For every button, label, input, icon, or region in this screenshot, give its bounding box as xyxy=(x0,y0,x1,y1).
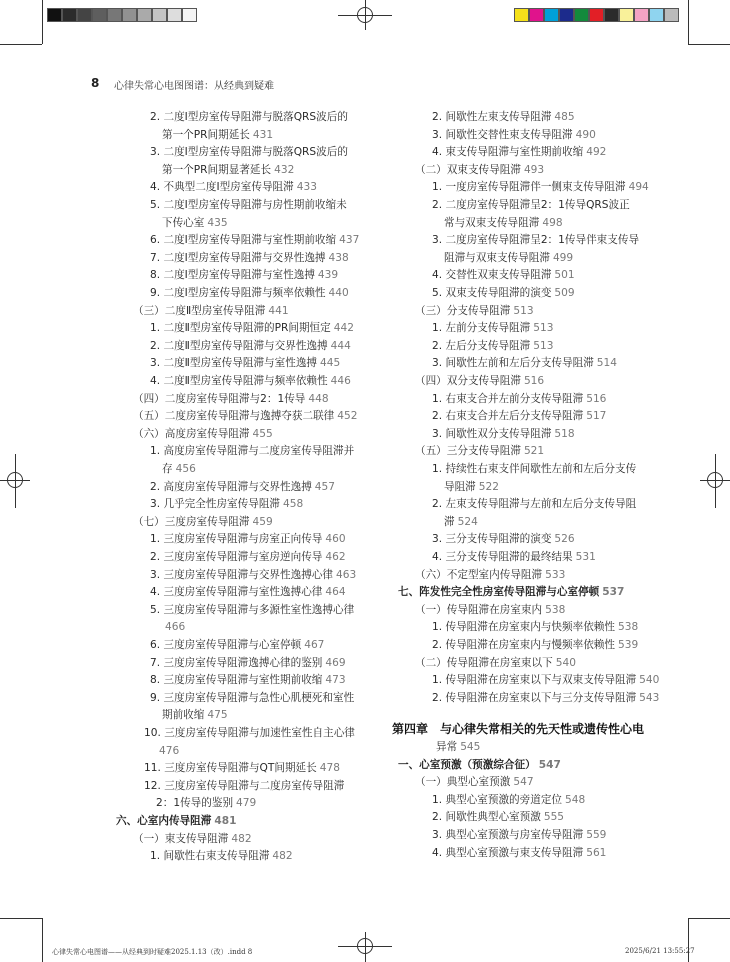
toc-entry xyxy=(150,480,335,494)
toc-entry-page: 522 xyxy=(478,480,500,493)
color-swatch xyxy=(559,8,574,22)
running-title: 心律失常心电图图谱：从经典到疑难 xyxy=(114,81,274,92)
toc-entry-title: 3. 三分支传导阻滞的演变 xyxy=(432,533,552,546)
toc-entry xyxy=(432,673,659,687)
toc-entry-title: 2. 二度Ⅰ型房室传导阻滞与脱落QRS波后的 xyxy=(150,111,348,123)
toc-entry-page: 540 xyxy=(639,674,660,687)
toc-entry-title: 导阻滞 xyxy=(444,480,476,493)
toc-entry xyxy=(150,638,324,652)
toc-entry-page: 432 xyxy=(274,163,295,176)
toc-entry-page: 457 xyxy=(314,480,336,493)
toc-entry xyxy=(150,673,346,687)
color-swatch xyxy=(107,8,122,22)
toc-entry-title: 1. 左前分支传导阻滞 xyxy=(432,322,531,335)
toc-entry-page: 482 xyxy=(231,832,252,845)
toc-entry xyxy=(444,251,573,265)
toc-entry xyxy=(432,110,575,124)
toc-entry-title: 5. 二度Ⅰ型房室传导阻滞与房性期前收缩未 xyxy=(150,199,347,211)
toc-entry-page: 448 xyxy=(308,392,329,405)
toc-entry xyxy=(432,793,585,807)
toc-entry-title: 2. 右束支合并左后分支传导阻滞 xyxy=(432,410,584,423)
toc-entry-page: 547 xyxy=(513,776,534,789)
toc-entry-page: 439 xyxy=(317,269,339,282)
toc-entry-page: 444 xyxy=(330,339,351,352)
toc-entry-title: （六）不定型室内传导阻滞 xyxy=(415,568,543,581)
toc-entry-page: 509 xyxy=(554,287,575,299)
toc-entry xyxy=(415,603,565,617)
toc-entry-page: 539 xyxy=(617,639,639,651)
toc-entry-page: 514 xyxy=(596,357,618,370)
toc-entry xyxy=(415,374,544,388)
color-swatch xyxy=(152,8,167,22)
toc-entry xyxy=(432,233,639,247)
toc-entry-title: 六、心室内传导阻滞 xyxy=(116,815,212,827)
toc-entry xyxy=(150,849,293,863)
toc-entry-page: 501 xyxy=(554,269,575,282)
toc-entry-title: 异常 xyxy=(436,740,458,753)
toc-entry-page: 524 xyxy=(457,515,478,528)
toc-entry xyxy=(398,585,624,599)
color-swatch xyxy=(574,8,589,22)
toc-entry-page: 476 xyxy=(159,744,180,757)
toc-entry-title: 3. 二度Ⅰ型房室传导阻滞与脱落QRS波后的 xyxy=(150,146,348,159)
toc-entry-title: 8. 三度房室传导阻滞与室性期前收缩 xyxy=(150,674,323,687)
toc-entry-page: 445 xyxy=(320,357,341,370)
toc-entry xyxy=(432,427,575,441)
toc-entry-title: 1. 典型心室预激的旁道定位 xyxy=(432,793,563,806)
toc-entry-title: 3. 二度Ⅱ型房室传导阻滞与室性逸搏 xyxy=(150,357,318,370)
toc-entry xyxy=(432,392,606,406)
toc-entry-title: 2. 二度Ⅱ型房室传导阻滞与交界性逸搏 xyxy=(150,339,328,352)
toc-entry-title: 2. 高度房室传导阻滞与交界性逸搏 xyxy=(150,480,312,493)
toc-entry-page: 485 xyxy=(554,111,575,123)
toc-entry xyxy=(150,656,346,670)
color-swatch xyxy=(182,8,197,22)
toc-entry xyxy=(150,550,346,564)
toc-entry-page: 513 xyxy=(513,304,534,317)
toc-entry-page: 452 xyxy=(337,410,358,423)
toc-entry-page: 499 xyxy=(552,251,574,264)
toc-entry-title: 11. 三度房室传导阻滞与QT间期延长 xyxy=(144,762,317,775)
toc-entry-title: 2. 间歇性典型心室预激 xyxy=(432,811,541,824)
toc-entry-title: 期前收缩 xyxy=(162,709,205,722)
toc-entry-title: （一）束支传导阻滞 xyxy=(133,832,229,845)
toc-entry-page: 463 xyxy=(335,568,357,581)
color-swatch xyxy=(92,8,107,22)
color-swatch xyxy=(634,8,649,22)
toc-entry xyxy=(162,708,228,722)
toc-entry xyxy=(133,409,358,423)
toc-entry-title: （一）传导阻滞在房室束内 xyxy=(415,603,543,616)
toc-entry xyxy=(144,761,340,775)
toc-entry-page: 531 xyxy=(575,551,596,563)
toc-entry-page: 482 xyxy=(272,850,293,863)
toc-entry xyxy=(150,339,351,353)
toc-entry xyxy=(432,638,638,652)
toc-entry-page: 516 xyxy=(586,392,607,405)
toc-entry-title: （四）双分支传导阻滞 xyxy=(415,375,521,387)
toc-entry xyxy=(415,304,534,318)
toc-entry-title: 7. 三度房室传导阻滞逸搏心律的鉴别 xyxy=(150,656,323,669)
toc-entry-title: 下传心室 xyxy=(162,216,205,229)
color-swatch xyxy=(544,8,559,22)
toc-entry-page: 517 xyxy=(586,410,607,423)
toc-entry xyxy=(432,691,659,705)
toc-entry xyxy=(415,568,565,582)
toc-entry-title: 3. 典型心室预激与房室传导阻滞 xyxy=(432,828,584,841)
toc-entry xyxy=(432,198,630,212)
toc-entry xyxy=(432,846,606,860)
toc-entry xyxy=(444,515,478,529)
toc-entry-title: 2：1传导的鉴别 xyxy=(156,797,234,810)
toc-entry xyxy=(133,392,329,406)
toc-entry xyxy=(432,550,596,564)
toc-entry-page: 548 xyxy=(565,793,586,806)
color-swatch xyxy=(47,8,62,22)
toc-entry-title: 存 xyxy=(162,463,173,475)
toc-entry-page: 456 xyxy=(175,463,196,475)
toc-entry-page: 435 xyxy=(207,216,228,229)
toc-entry-title: 7. 二度Ⅰ型房室传导阻滞与交界性逸搏 xyxy=(150,251,326,264)
color-swatch xyxy=(619,8,634,22)
toc-entry-title: 第一个PR间期显著延长 xyxy=(162,163,272,176)
toc-entry xyxy=(150,603,354,617)
toc-entry-page: 545 xyxy=(460,740,481,753)
toc-entry-page: 478 xyxy=(319,762,340,775)
toc-entry xyxy=(150,268,338,282)
toc-entry xyxy=(150,356,340,370)
color-swatch xyxy=(604,8,619,22)
toc-entry-page: 537 xyxy=(602,586,625,599)
toc-entry xyxy=(162,163,294,177)
toc-entry-title: 1. 持续性右束支伴间歇性左前和左后分支传 xyxy=(432,463,637,475)
toc-entry-page: 442 xyxy=(333,322,354,335)
toc-entry xyxy=(432,409,606,423)
toc-entry xyxy=(432,810,564,824)
toc-entry xyxy=(432,128,596,142)
color-swatch xyxy=(649,8,664,22)
toc-entry-page: 492 xyxy=(586,146,607,159)
toc-entry xyxy=(144,779,344,793)
toc-entry xyxy=(432,532,575,546)
toc-entry xyxy=(150,145,348,159)
toc-entry xyxy=(432,286,575,300)
toc-entry xyxy=(150,233,359,247)
toc-entry xyxy=(144,726,355,740)
toc-entry xyxy=(162,128,273,142)
toc-entry-page: 462 xyxy=(325,551,346,563)
toc-entry xyxy=(444,216,563,230)
color-calibration-bar xyxy=(514,8,679,22)
toc-entry-title: 2. 左后分支传导阻滞 xyxy=(432,339,531,352)
color-swatch xyxy=(514,8,529,22)
toc-entry-title: 9. 三度房室传导阻滞与急性心肌梗死和室性 xyxy=(150,691,355,704)
toc-entry-page: 464 xyxy=(325,586,346,599)
toc-entry-title: （二）双束支传导阻滞 xyxy=(415,163,521,176)
toc-entry xyxy=(432,339,553,353)
toc-entry-title: 阻滞与双束支传导阻滞 xyxy=(444,251,550,264)
footer-file-info: 心律失常心电图谱——从经典到时疑难2025.1.13（改）.indd 8 xyxy=(52,948,253,956)
color-swatch xyxy=(589,8,604,22)
toc-entry-page: 540 xyxy=(555,656,576,669)
toc-entry-title: 12. 三度房室传导阻滞与二度房室传导阻滞 xyxy=(144,779,345,792)
color-swatch xyxy=(529,8,544,22)
toc-entry-title: 5. 双束支传导阻滞的演变 xyxy=(432,287,552,299)
toc-entry-page: 494 xyxy=(628,181,649,194)
toc-entry-title: 1. 间歇性右束支传导阻滞 xyxy=(150,850,270,863)
toc-entry xyxy=(150,497,303,511)
toc-entry xyxy=(432,462,636,476)
toc-entry-title: 1. 一度房室传导阻滞伴一侧束支传导阻滞 xyxy=(432,181,626,194)
toc-entry-title: 9. 二度Ⅰ型房室传导阻滞与频率依赖性 xyxy=(150,287,326,299)
toc-entry-page: 440 xyxy=(328,287,349,299)
toc-entry-title: 第一个PR间期延长 xyxy=(162,128,250,141)
toc-entry xyxy=(432,268,575,282)
toc-entry-page: 490 xyxy=(575,128,596,141)
toc-entry-title: （七）三度房室传导阻滞 xyxy=(133,515,250,528)
toc-entry-page: 498 xyxy=(542,216,563,229)
toc-entry-page: 437 xyxy=(339,234,360,247)
toc-entry xyxy=(432,356,617,370)
toc-entry-page: 466 xyxy=(165,621,186,634)
toc-entry xyxy=(432,321,553,335)
toc-entry-page: 431 xyxy=(252,128,274,141)
toc-entry-title: 3. 间歇性双分支传导阻滞 xyxy=(432,427,552,440)
footer-timestamp: 2025/6/21 13:55:27 xyxy=(625,947,695,955)
toc-entry-page: 538 xyxy=(545,603,566,616)
toc-entry-page: 473 xyxy=(325,674,346,687)
toc-entry-title: 1. 传导阻滞在房室束以下与双束支传导阻滞 xyxy=(432,674,637,687)
toc-entry-title: 1. 高度房室传导阻滞与二度房室传导阻滞并 xyxy=(150,445,355,458)
toc-entry xyxy=(432,180,649,194)
toc-entry xyxy=(415,163,544,177)
toc-entry-page: 460 xyxy=(325,533,346,546)
toc-entry xyxy=(150,691,354,705)
toc-entry-title: 2. 间歇性左束支传导阻滞 xyxy=(432,111,552,123)
toc-entry xyxy=(150,321,354,335)
toc-entry-title: 2. 传导阻滞在房室束内与慢频率依赖性 xyxy=(432,639,615,651)
toc-entry xyxy=(415,775,534,789)
toc-entry-page: 493 xyxy=(523,163,545,176)
toc-entry-page: 469 xyxy=(325,656,346,669)
toc-entry xyxy=(133,304,289,318)
toc-entry xyxy=(432,497,636,511)
toc-entry-page: 526 xyxy=(554,533,575,546)
toc-entry-title: 5. 三度房室传导阻滞与多源性室性逸搏心律 xyxy=(150,603,355,616)
toc-entry-title: 4. 三度房室传导阻滞与室性逸搏心律 xyxy=(150,586,323,599)
toc-entry xyxy=(150,374,351,388)
toc-entry xyxy=(432,145,606,159)
toc-entry-title: 1. 三度房室传导阻滞与房室正向传导 xyxy=(150,533,323,546)
grayscale-calibration-bar xyxy=(47,8,197,22)
toc-entry-page: 533 xyxy=(545,568,566,581)
toc-entry-page: 441 xyxy=(268,304,289,317)
toc-entry-page: 521 xyxy=(523,445,545,458)
color-swatch xyxy=(167,8,182,22)
toc-entry-title: 8. 二度Ⅰ型房室传导阻滞与室性逸搏 xyxy=(150,269,315,282)
toc-entry xyxy=(398,758,561,772)
toc-entry-title: （四）二度房室传导阻滞与2：1传导 xyxy=(133,392,306,405)
toc-entry-title: 1. 传导阻滞在房室束内与快频率依赖性 xyxy=(432,621,615,634)
toc-entry xyxy=(150,251,349,265)
toc-entry-title: 6. 二度Ⅰ型房室传导阻滞与室性期前收缩 xyxy=(150,234,337,247)
toc-entry-title: 2. 传导阻滞在房室束以下与三分支传导阻滞 xyxy=(432,691,637,704)
toc-entry-title: 3. 二度房室传导阻滞呈2：1传导伴束支传导 xyxy=(432,234,640,247)
toc-entry xyxy=(415,444,544,458)
toc-entry-title: （二）传导阻滞在房室束以下 xyxy=(415,656,553,669)
toc-entry xyxy=(150,198,347,212)
toc-entry-title: 2. 左束支传导阻滞与左前和左后分支传导阻 xyxy=(432,498,637,511)
toc-entry-title: 4. 束支传导阻滞与室性期前收缩 xyxy=(432,146,584,159)
toc-entry-title: 10. 三度房室传导阻滞与加速性室性自主心律 xyxy=(144,727,355,739)
color-swatch xyxy=(122,8,137,22)
toc-entry-title: 常与双束支传导阻滞 xyxy=(444,216,540,229)
toc-entry-page: 518 xyxy=(554,427,575,440)
toc-entry xyxy=(133,515,273,529)
toc-entry-page: 479 xyxy=(236,797,257,810)
toc-entry-title: 3. 三度房室传导阻滞与交界性逸搏心律 xyxy=(150,568,333,581)
toc-entry-page: 538 xyxy=(617,621,639,634)
toc-entry-title: 3. 几乎完全性房室传导阻滞 xyxy=(150,498,281,511)
toc-entry-page: 559 xyxy=(586,828,607,841)
toc-entry-title: 1. 右束支合并左前分支传导阻滞 xyxy=(432,392,584,405)
toc-entry-title: 七、阵发性完全性房室传导阻滞与心室停顿 xyxy=(398,586,600,599)
toc-entry-page: 547 xyxy=(538,758,561,771)
toc-entry-title: （五）三分支传导阻滞 xyxy=(415,445,521,458)
toc-entry-title: 4. 三分支传导阻滞的最终结果 xyxy=(432,551,573,563)
toc-entry-page: 516 xyxy=(523,375,545,387)
toc-entry-title: 一、心室预激（预激综合征） xyxy=(398,758,536,771)
toc-entry xyxy=(150,286,349,300)
toc-entry-page: 433 xyxy=(296,181,317,194)
toc-entry-page: 438 xyxy=(328,251,349,264)
toc-entry xyxy=(392,722,644,736)
toc-entry xyxy=(150,444,354,458)
page-number: 8 xyxy=(91,76,100,90)
toc-entry-page: 513 xyxy=(533,339,554,352)
toc-entry-title: 2. 二度房室传导阻滞呈2：1传导QRS波正 xyxy=(432,199,630,211)
toc-entry-title: 滞 xyxy=(444,515,455,528)
toc-entry-title: 4. 典型心室预激与束支传导阻滞 xyxy=(432,846,584,859)
toc-entry-title: 4. 二度Ⅱ型房室传导阻滞与频率依赖性 xyxy=(150,375,328,387)
toc-entry xyxy=(150,532,346,546)
toc-entry-title: （三）二度Ⅱ型房室传导阻滞 xyxy=(133,304,266,317)
toc-entry-title: 6. 三度房室传导阻滞与心室停顿 xyxy=(150,639,302,651)
toc-entry-title: 4. 不典型二度Ⅰ型房室传导阻滞 xyxy=(150,181,294,194)
toc-entry-page: 459 xyxy=(252,515,273,528)
toc-entry-page: 467 xyxy=(304,639,325,651)
toc-entry-title: （五）二度房室传导阻滞与逸搏夺获二联律 xyxy=(133,410,335,423)
toc-entry xyxy=(116,814,236,828)
toc-entry-title: （三）分支传导阻滞 xyxy=(415,304,511,317)
toc-entry xyxy=(415,656,576,670)
toc-entry xyxy=(150,110,348,124)
toc-entry xyxy=(150,568,356,582)
toc-entry xyxy=(444,480,499,494)
toc-entry-title: 2. 三度房室传导阻滞与室房逆向传导 xyxy=(150,551,323,563)
toc-entry-title: 1. 二度Ⅱ型房室传导阻滞的PR间期恒定 xyxy=(150,322,331,335)
toc-entry-page: 543 xyxy=(639,691,660,704)
toc-entry-page: 481 xyxy=(214,815,237,827)
toc-entry-title: 3. 间歇性交替性束支传导阻滞 xyxy=(432,128,573,141)
toc-entry-page: 455 xyxy=(252,427,273,440)
toc-entry-title: （六）高度房室传导阻滞 xyxy=(133,427,250,440)
toc-entry-page: 555 xyxy=(543,811,565,824)
toc-entry xyxy=(133,427,273,441)
color-swatch xyxy=(137,8,152,22)
toc-entry xyxy=(162,216,228,230)
toc-entry xyxy=(156,796,256,810)
toc-entry xyxy=(156,744,179,758)
color-swatch xyxy=(664,8,679,22)
toc-entry xyxy=(162,620,185,634)
toc-entry xyxy=(162,462,196,476)
toc-entry xyxy=(432,828,606,842)
toc-entry-title: 第四章 与心律失常相关的先天性或遗传性心电 xyxy=(392,722,645,737)
color-swatch xyxy=(77,8,92,22)
toc-entry-title: 4. 交替性双束支传导阻滞 xyxy=(432,269,552,282)
toc-entry xyxy=(133,832,252,846)
toc-entry-page: 458 xyxy=(283,498,304,511)
toc-entry xyxy=(436,740,480,754)
toc-entry-page: 446 xyxy=(330,375,351,387)
toc-entry-page: 475 xyxy=(207,709,228,722)
toc-entry-title: 3. 间歇性左前和左后分支传导阻滞 xyxy=(432,357,594,370)
toc-entry xyxy=(150,180,317,194)
toc-entry xyxy=(432,620,638,634)
toc-entry-page: 561 xyxy=(586,846,607,859)
toc-entry-page: 513 xyxy=(533,322,554,335)
color-swatch xyxy=(62,8,77,22)
toc-entry-title: （一）典型心室预激 xyxy=(415,776,511,789)
toc-entry xyxy=(150,585,346,599)
